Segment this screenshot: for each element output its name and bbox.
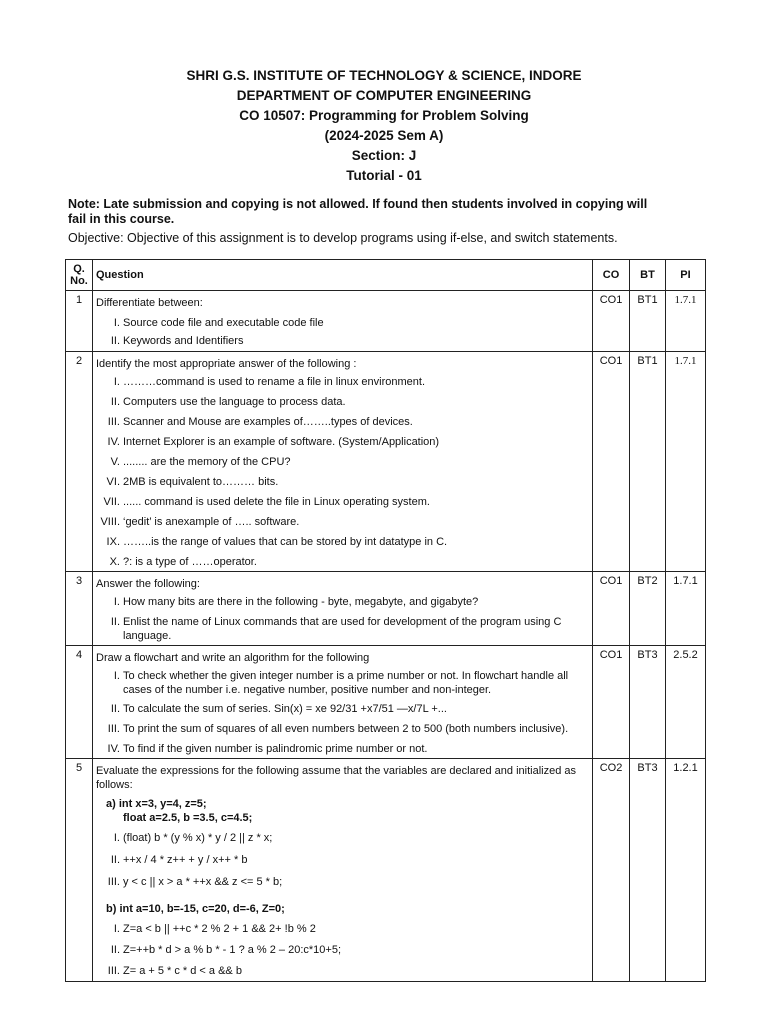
item-number: II. xyxy=(110,703,120,715)
item-text: Computers use the language to process data. xyxy=(123,396,346,408)
bt-cell: BT2 xyxy=(630,572,666,646)
list-item xyxy=(96,555,589,569)
item-number: VII. xyxy=(103,496,120,508)
item-number: V. xyxy=(110,456,120,468)
question-intro: Evaluate the expressions for the following assume that the variables are declared and initialized as follows: xyxy=(96,765,576,791)
list-item xyxy=(96,922,589,936)
list-item xyxy=(96,853,589,867)
pi-cell: 2.5.2 xyxy=(666,646,706,759)
item-text: Enlist the name of Linux commands that are used for development of the program using C language. xyxy=(123,616,562,642)
item-number: III. xyxy=(107,416,120,428)
header-qno: Q. No. xyxy=(66,260,93,291)
item-number: X. xyxy=(109,556,120,568)
question-intro: Differentiate between: xyxy=(96,297,203,309)
section-label: Section: J xyxy=(351,148,417,163)
item-number: II. xyxy=(110,396,120,408)
question-cell xyxy=(93,759,593,982)
session-label: (2024-2025 Sem A) xyxy=(324,128,444,143)
list-item xyxy=(96,722,589,736)
item-text: ........ are the memory of the CPU? xyxy=(123,456,291,468)
item-number: II. xyxy=(110,854,120,866)
question-number: 1 xyxy=(66,291,93,352)
item-number: I. xyxy=(113,596,120,608)
item-number: I. xyxy=(113,376,120,388)
question-number: 3 xyxy=(66,572,93,646)
table-row xyxy=(66,291,706,352)
objective-text: Objective: Objective of this assignment is to develop programs using if-else, and switch statements. xyxy=(68,231,618,245)
list-item xyxy=(96,615,589,643)
co-cell: CO1 xyxy=(593,291,630,352)
item-number: VI. xyxy=(106,476,120,488)
table-row xyxy=(66,646,706,759)
item-text: To print the sum of squares of all even numbers between 2 to 500 (both numbers inclusive). xyxy=(123,723,569,735)
table-row xyxy=(66,572,706,646)
list-item xyxy=(96,455,589,469)
item-number: II. xyxy=(110,335,120,347)
item-number: II. xyxy=(110,944,120,956)
question-intro: Identify the most appropriate answer of the following : xyxy=(96,358,357,370)
question-intro: Draw a flowchart and write an algorithm for the following xyxy=(96,652,370,664)
item-number: III. xyxy=(107,876,120,888)
item-number: IV. xyxy=(107,436,120,448)
bt-cell: BT1 xyxy=(630,291,666,352)
item-number: I. xyxy=(113,923,120,935)
list-item xyxy=(96,334,589,348)
department-name: DEPARTMENT OF COMPUTER ENGINEERING xyxy=(236,88,532,103)
list-item xyxy=(96,742,589,756)
list-item xyxy=(96,475,589,489)
question-number: 5 xyxy=(66,759,93,982)
item-number: IX. xyxy=(106,536,120,548)
list-item xyxy=(96,535,589,549)
bt-cell: BT1 xyxy=(630,352,666,572)
header-bt: BT xyxy=(630,260,666,291)
list-item xyxy=(96,316,589,330)
item-number: I. xyxy=(113,670,120,682)
part-b-declaration: b) int a=10, b=-15, c=20, d=-6, Z=0; xyxy=(106,903,285,915)
item-text: 2MB is equivalent to……… bits. xyxy=(123,476,279,488)
bt-cell: BT3 xyxy=(630,646,666,759)
list-item xyxy=(96,375,589,389)
question-cell xyxy=(93,352,593,572)
question-intro: Answer the following: xyxy=(96,578,200,590)
item-text: Scanner and Mouse are examples of……..types of devices. xyxy=(123,416,413,428)
question-cell xyxy=(93,646,593,759)
question-number: 4 xyxy=(66,646,93,759)
list-item xyxy=(96,395,589,409)
bt-cell: BT3 xyxy=(630,759,666,982)
list-item xyxy=(96,515,589,529)
question-cell xyxy=(93,291,593,352)
part-a-declaration-floats: float a=2.5, b =3.5, c=4.5; xyxy=(123,812,253,824)
item-text: ‘gedit’ is anexample of ….. software. xyxy=(123,516,300,528)
pi-cell: 1.7.1 xyxy=(666,352,706,572)
table-header-row xyxy=(66,260,706,291)
list-item xyxy=(96,964,589,978)
question-table xyxy=(65,259,706,982)
item-number: III. xyxy=(107,965,120,977)
header-pi: PI xyxy=(666,260,706,291)
item-text: To calculate the sum of series. Sin(x) = xe 92/31 +x7/51 —x/7L +... xyxy=(123,703,447,715)
institute-name: SHRI G.S. INSTITUTE OF TECHNOLOGY & SCIENCE, INDORE xyxy=(186,68,582,83)
co-cell: CO1 xyxy=(593,646,630,759)
item-text: To find if the given number is palindromic prime number or not. xyxy=(123,743,428,755)
list-item xyxy=(96,875,589,889)
list-item xyxy=(96,415,589,429)
item-text: y < c || x > a * ++x && z <= 5 * b; xyxy=(123,876,283,888)
list-item xyxy=(96,495,589,509)
co-cell: CO2 xyxy=(593,759,630,982)
part-a-declaration: a) int x=3, y=4, z=5; xyxy=(106,798,207,810)
pi-cell: 1.7.1 xyxy=(666,291,706,352)
table-row xyxy=(66,352,706,572)
item-text: ++x / 4 * z++ + y / x++ * b xyxy=(123,854,248,866)
list-item xyxy=(96,435,589,449)
item-number: VIII. xyxy=(100,516,120,528)
item-text: Internet Explorer is an example of software. (System/Application) xyxy=(123,436,440,448)
item-text: Z=a < b || ++c * 2 % 2 + 1 && 2+ !b % 2 xyxy=(123,923,316,935)
item-text: (float) b * (y % x) * y / 2 || z * x; xyxy=(123,832,273,844)
header-question: Question xyxy=(93,260,593,291)
list-item xyxy=(96,702,589,716)
course-title: CO 10507: Programming for Problem Solving xyxy=(239,108,529,123)
item-text: To check whether the given integer number is a prime number or not. In flowchart handle all cases of the number i.e. negative number, positive number and non-integer. xyxy=(123,670,569,696)
item-text: Z= a + 5 * c * d < a && b xyxy=(123,965,242,977)
question-cell xyxy=(93,572,593,646)
item-text: Z=++b * d > a % b * - 1 ? a % 2 – 20:c*10+5; xyxy=(123,944,342,956)
table-row xyxy=(66,759,706,982)
item-text: ………command is used to rename a file in linux environment. xyxy=(123,376,426,388)
item-text: ……..is the range of values that can be stored by int datatype in C. xyxy=(123,536,448,548)
list-item xyxy=(96,669,589,697)
item-number: I. xyxy=(113,832,120,844)
list-item xyxy=(96,943,589,957)
pi-cell: 1.2.1 xyxy=(666,759,706,982)
item-number: I. xyxy=(113,317,120,329)
list-item xyxy=(96,595,589,609)
document-header xyxy=(0,66,768,186)
co-cell: CO1 xyxy=(593,352,630,572)
item-text: ?: is a type of ……operator. xyxy=(123,556,257,568)
item-text: ...... command is used delete the file in Linux operating system. xyxy=(123,496,430,508)
item-number: III. xyxy=(107,723,120,735)
question-number: 2 xyxy=(66,352,93,572)
item-number: IV. xyxy=(107,743,120,755)
list-item xyxy=(96,831,589,845)
note-text: Note: Late submission and copying is not allowed. If found then students involved in copying will fail in this course. xyxy=(68,197,648,226)
pi-cell: 1.7.1 xyxy=(666,572,706,646)
item-text: How many bits are there in the following - byte, megabyte, and gigabyte? xyxy=(123,596,479,608)
item-text: Source code file and executable code file xyxy=(123,317,324,329)
header-co: CO xyxy=(593,260,630,291)
item-number: II. xyxy=(110,616,120,628)
tutorial-label: Tutorial - 01 xyxy=(346,168,422,183)
co-cell: CO1 xyxy=(593,572,630,646)
item-text: Keywords and Identifiers xyxy=(123,335,244,347)
